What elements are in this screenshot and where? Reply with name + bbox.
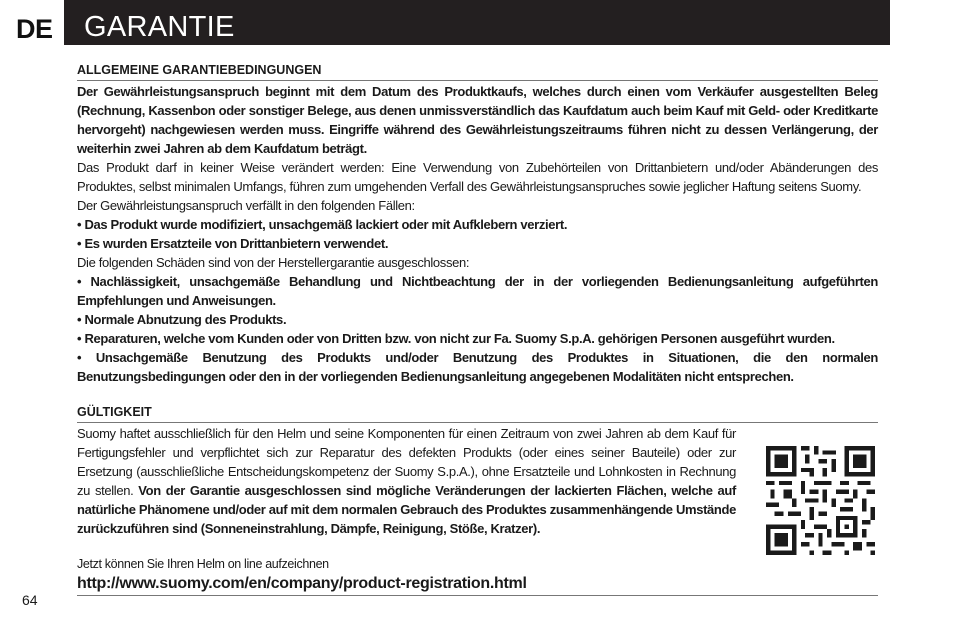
excluded-item: • Normale Abnutzung des Produkts. [77, 312, 287, 327]
excluded-intro: Die folgenden Schäden sind von der Herstellergarantie ausgeschlossen: [77, 255, 470, 270]
void-intro: Der Gewährleistungsanspruch verfällt in den folgenden Fällen: [77, 198, 415, 213]
validity-exclusion-text: Von der Garantie ausgeschlossen sind mögliche Veränderungen der lackierten Flächen, welche auf natürliche Phänomene und/oder auf mit dem normalen Gebrauch des Produktes zusammenhängende Umstände zurückzuführen sind (Sonneneinstrahlung, Dämpfe, Reinigung, Stöße, Kratzer). [77, 483, 736, 536]
validity-text: Suomy haftet ausschließlich für den Helm und seine Komponenten für einen Zeitraum von zwei Jahren ab dem Kauf für Fertigungsfehler und verpflichtet sich zur Reparatur des defekten Produkts (oder eines seiner Bauteile) oder zur Ersetzung (ausschließliche Entscheidungskompetenz der Suomy S.p.A.), ohne Ersatzteile und Lohnkosten in Rechnung zu stellen. [77, 426, 736, 498]
void-item: • Es wurden Ersatzteile von Drittanbietern verwendet. [77, 236, 389, 251]
page-title: GARANTIE [84, 11, 235, 43]
void-item: • Das Produkt wurde modifiziert, unsachgemäß lackiert oder mit Aufklebern verziert. [77, 217, 568, 232]
registration-link[interactable]: http://www.suomy.com/en/company/product-registration.html [77, 574, 878, 596]
validity-block [77, 424, 878, 538]
registration-note: Jetzt können Sie Ihren Helm on line aufzeichnen [77, 557, 329, 571]
page-number: 64 [22, 592, 38, 608]
excluded-item: • Reparaturen, welche vom Kunden oder von Dritten bzw. von nicht zur Fa. Suomy S.p.A. gehörigen Personen ausgeführt wurden. [77, 331, 835, 346]
section-heading-validity: GÜLTIGKEIT [77, 404, 878, 423]
title-bar [64, 0, 890, 45]
excluded-item: • Unsachgemäße Benutzung des Produkts und/oder Benutzung des Produktes in Situationen, die den normalen Benutzungsbedingungen oder den in der vorliegenden Bedienungsanleitung angegebenen Modalitäten nicht entsprechen. [77, 350, 878, 384]
modification-paragraph: Das Produkt darf in keiner Weise verändert werden: Eine Verwendung von Zubehörteilen von Drittanbietern und/oder Abänderungen des Produktes, selbst minimalen Umfangs, führen zum umgehenden Verfall des Gewährleistungsanspruches sowie jeglicher Haftung seitens Suomy. [77, 160, 878, 194]
excluded-item: • Nachlässigkeit, unsachgemäße Behandlung und Nichtbeachtung der in der vorliegenden Bedienungsanleitung aufgeführten Empfehlungen und Anweisungen. [77, 274, 878, 308]
warranty-start-paragraph: Der Gewährleistungsanspruch beginnt mit dem Datum des Produktkaufs, welches durch einen vom Verkäufer ausgestellten Beleg (Rechnung, Kassenbon oder sonstiger Belege, aus denen unmissverständlich das Kaufdatum auch beim Kauf mit Geld- oder Kreditkarte hervorgeht) nachgewiesen werden muss. Eingriffe während des Gewährleistungszeitraums führen nicht zu dessen Verlängerung, der weiterhin zwei Jahren ab dem Kaufdatum beträgt. [77, 84, 878, 156]
validity-paragraph [77, 424, 736, 538]
lang-code: DE [16, 14, 53, 44]
content [77, 62, 878, 596]
qr-code-icon [766, 446, 875, 555]
section-heading-general: ALLGEMEINE GARANTIEBEDINGUNGEN [77, 62, 878, 81]
